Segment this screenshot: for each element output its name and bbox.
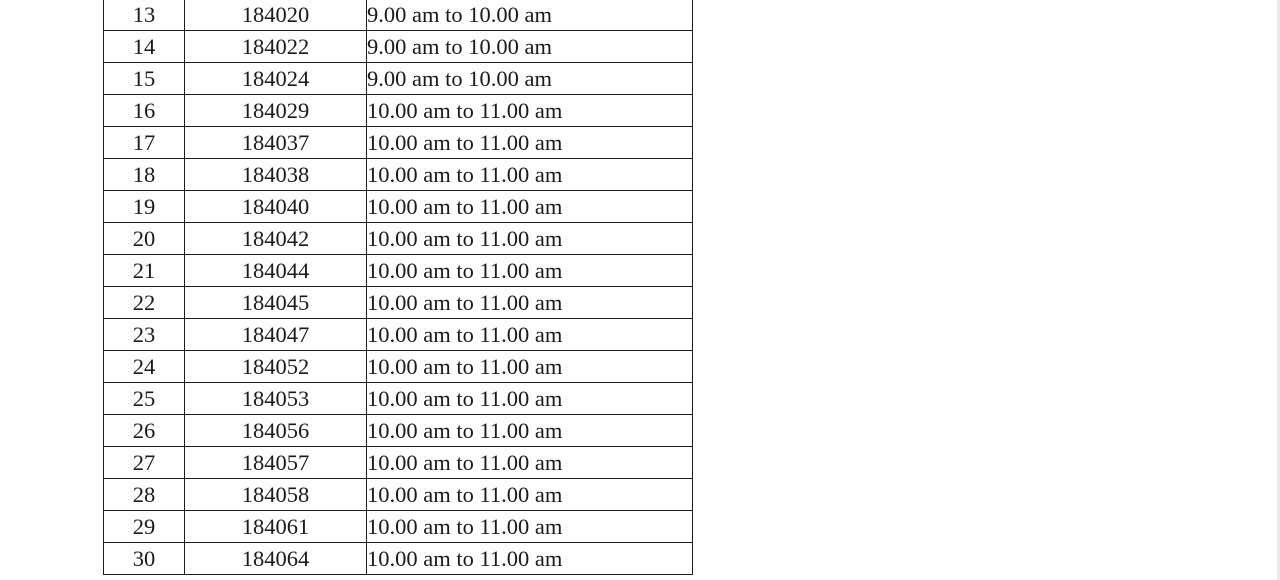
serial-number-cell: 26 [104,415,185,447]
time-slot-cell: 10.00 am to 11.00 am [367,447,693,479]
time-slot-cell: 10.00 am to 11.00 am [367,127,693,159]
table-row [104,159,693,191]
roll-number-cell: 184045 [185,287,367,319]
roll-number-cell: 184029 [185,95,367,127]
serial-number-cell: 19 [104,191,185,223]
roll-number-cell: 184037 [185,127,367,159]
roll-number-cell: 184047 [185,319,367,351]
time-slot-cell: 10.00 am to 11.00 am [367,159,693,191]
table-row [104,127,693,159]
table-row [104,351,693,383]
serial-number-cell: 21 [104,255,185,287]
time-slot-cell: 10.00 am to 11.00 am [367,543,693,575]
table-row [104,191,693,223]
serial-number-cell: 15 [104,63,185,95]
serial-number-cell: 13 [104,0,185,31]
table-row [104,479,693,511]
serial-number-cell: 28 [104,479,185,511]
roll-number-cell: 184058 [185,479,367,511]
roll-number-cell: 184056 [185,415,367,447]
serial-number-cell: 22 [104,287,185,319]
roll-number-cell: 184061 [185,511,367,543]
table-row [104,415,693,447]
roll-number-cell: 184064 [185,543,367,575]
time-slot-cell: 10.00 am to 11.00 am [367,319,693,351]
table-row [104,511,693,543]
time-slot-cell: 10.00 am to 11.00 am [367,223,693,255]
table-row [104,31,693,63]
table-row [104,223,693,255]
table-row [104,319,693,351]
table-row [104,63,693,95]
time-slot-cell: 10.00 am to 11.00 am [367,287,693,319]
serial-number-cell: 14 [104,31,185,63]
roll-number-cell: 184022 [185,31,367,63]
serial-number-cell: 29 [104,511,185,543]
serial-number-cell: 25 [104,383,185,415]
table-row [104,447,693,479]
time-slot-cell: 10.00 am to 11.00 am [367,415,693,447]
schedule-table-body [104,0,693,575]
time-slot-cell: 10.00 am to 11.00 am [367,383,693,415]
serial-number-cell: 18 [104,159,185,191]
roll-number-cell: 184053 [185,383,367,415]
exam-schedule-table [103,0,693,575]
serial-number-cell: 17 [104,127,185,159]
time-slot-cell: 10.00 am to 11.00 am [367,351,693,383]
time-slot-cell: 9.00 am to 10.00 am [367,0,693,31]
roll-number-cell: 184040 [185,191,367,223]
roll-number-cell: 184052 [185,351,367,383]
table-row [104,255,693,287]
time-slot-cell: 10.00 am to 11.00 am [367,255,693,287]
time-slot-cell: 10.00 am to 11.00 am [367,95,693,127]
time-slot-cell: 9.00 am to 10.00 am [367,63,693,95]
table-row [104,95,693,127]
table-row [104,0,693,31]
roll-number-cell: 184024 [185,63,367,95]
serial-number-cell: 27 [104,447,185,479]
time-slot-cell: 10.00 am to 11.00 am [367,511,693,543]
time-slot-cell: 10.00 am to 11.00 am [367,479,693,511]
roll-number-cell: 184020 [185,0,367,31]
table-row [104,287,693,319]
roll-number-cell: 184057 [185,447,367,479]
serial-number-cell: 20 [104,223,185,255]
table-row [104,543,693,575]
roll-number-cell: 184042 [185,223,367,255]
time-slot-cell: 10.00 am to 11.00 am [367,191,693,223]
serial-number-cell: 23 [104,319,185,351]
serial-number-cell: 16 [104,95,185,127]
table-row [104,383,693,415]
serial-number-cell: 30 [104,543,185,575]
roll-number-cell: 184038 [185,159,367,191]
roll-number-cell: 184044 [185,255,367,287]
time-slot-cell: 9.00 am to 10.00 am [367,31,693,63]
serial-number-cell: 24 [104,351,185,383]
